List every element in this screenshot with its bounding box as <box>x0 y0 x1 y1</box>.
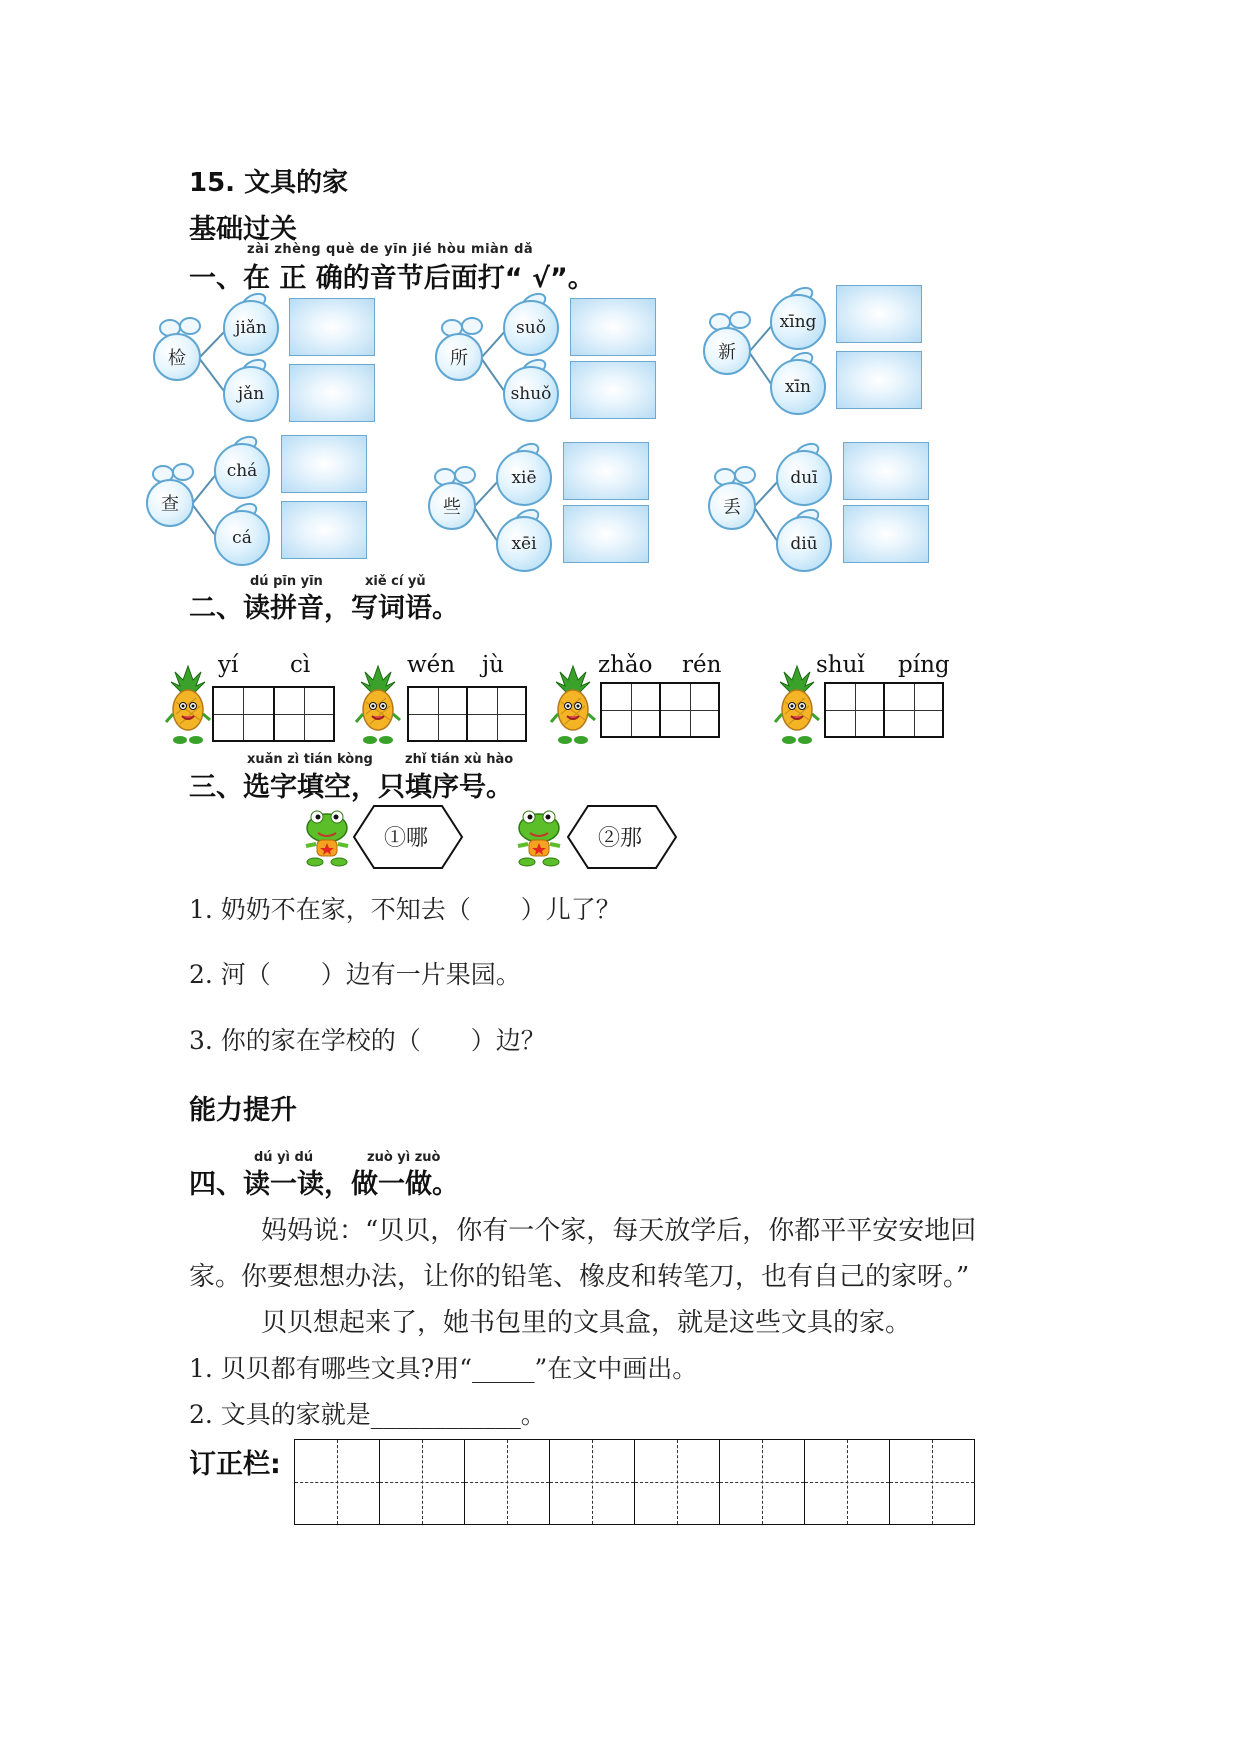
apple-syllable <box>214 443 270 499</box>
apple-syllable <box>770 359 826 415</box>
syllable-text: xiē <box>511 468 537 488</box>
q4-item-1: 1. 贝贝都有哪些文具?用“_____”在文中画出。 <box>189 1354 698 1383</box>
correction-cell[interactable] <box>380 1440 465 1524</box>
answer-box[interactable] <box>570 298 656 356</box>
write-cell[interactable] <box>409 688 468 740</box>
apple-syllable <box>496 450 552 506</box>
correction-cell[interactable] <box>295 1440 380 1524</box>
passage-line-1: 妈妈说：“贝贝，你有一个家，每天放学后，你都平平安安地回 <box>261 1216 977 1246</box>
correction-cell[interactable] <box>805 1440 890 1524</box>
answer-box[interactable] <box>836 285 922 343</box>
syllable-text: shuǒ <box>510 384 552 404</box>
apple-syllable <box>503 366 559 422</box>
apple-syllable <box>214 510 270 566</box>
write-cell[interactable] <box>885 684 942 736</box>
pineapple-icon <box>772 664 822 746</box>
answer-box[interactable] <box>843 505 929 563</box>
write-cell[interactable] <box>602 684 661 736</box>
pineapple-icon <box>163 664 213 746</box>
answer-box[interactable] <box>563 505 649 563</box>
syllable-text: suǒ <box>516 318 546 338</box>
pinyin-syllable: wén <box>407 652 456 678</box>
q3-item-2: 2. 河（ ）边有一片果园。 <box>189 960 521 989</box>
answer-box[interactable] <box>843 442 929 500</box>
write-cell[interactable] <box>275 688 334 740</box>
q1-heading: 一、在 正 确的音节后面打“ √”。 <box>189 263 595 294</box>
apple-syllable <box>770 294 826 350</box>
syllable-text: jǎn <box>237 384 265 404</box>
q2-pinyin-b: xiě cí yǔ <box>365 574 426 589</box>
mouse-ear-icon <box>734 466 756 484</box>
tian-grid[interactable] <box>212 686 335 742</box>
hanzi-char: 些 <box>443 497 461 518</box>
tian-grid[interactable] <box>600 682 720 738</box>
apple-syllable <box>223 366 279 422</box>
pineapple-icon <box>353 664 403 746</box>
q3-item-1: 1. 奶奶不在家，不知去（ ）儿了？ <box>189 895 621 924</box>
write-cell[interactable] <box>468 688 525 740</box>
correction-cell[interactable] <box>635 1440 720 1524</box>
q3-pinyin-b: zhǐ tián xù hào <box>405 752 514 767</box>
q2-pinyin-a: dú pīn yīn <box>250 574 323 589</box>
apple-syllable <box>776 450 832 506</box>
apple-syllable <box>223 300 279 356</box>
syllable-text: xēi <box>511 534 537 554</box>
passage-line-2: 家。你要想想办法，让你的铅笔、橡皮和转笔刀，也有自己的家呀。” <box>189 1262 970 1292</box>
correction-label: 订正栏: <box>189 1449 281 1480</box>
answer-box[interactable] <box>570 361 656 419</box>
mouse-character-icon <box>153 333 201 381</box>
mouse-ear-icon <box>461 317 483 335</box>
passage-line-3: 贝贝想起来了，她书包里的文具盒，就是这些文具的家。 <box>261 1308 912 1338</box>
q3-item-3: 3. 你的家在学校的（ ）边？ <box>189 1026 546 1055</box>
tian-grid[interactable] <box>824 682 944 738</box>
option-2-label: ②那 <box>598 826 643 851</box>
correction-cell[interactable] <box>720 1440 805 1524</box>
syllable-text: duī <box>790 468 818 488</box>
correction-grid[interactable] <box>294 1439 975 1525</box>
hanzi-char: 丢 <box>723 497 741 518</box>
answer-box[interactable] <box>281 501 367 559</box>
syllable-text: cá <box>232 528 252 548</box>
frog-icon <box>512 806 566 868</box>
q4-pinyin-a: dú yì dú <box>254 1150 314 1165</box>
answer-box[interactable] <box>289 298 375 356</box>
q3-heading: 三、选字填空，只填序号。 <box>189 772 513 803</box>
answer-box[interactable] <box>281 435 367 493</box>
pinyin-syllable: yí <box>218 652 239 678</box>
apple-syllable <box>496 516 552 572</box>
pinyin-syllable: rén <box>682 652 722 678</box>
pinyin-syllable: shuǐ <box>816 652 865 678</box>
correction-cell[interactable] <box>550 1440 635 1524</box>
mouse-character-icon <box>708 482 756 530</box>
correction-cell[interactable] <box>890 1440 974 1524</box>
mouse-character-icon <box>428 482 476 530</box>
syllable-text: diū <box>790 534 818 554</box>
q3-pinyin-a: xuǎn zì tián kòng <box>247 752 373 767</box>
write-cell[interactable] <box>826 684 885 736</box>
apple-syllable <box>503 300 559 356</box>
syllable-text: xīng <box>779 312 817 332</box>
section-basic: 基础过关 <box>189 214 297 245</box>
write-cell[interactable] <box>214 688 275 740</box>
answer-box[interactable] <box>836 351 922 409</box>
mouse-ear-icon <box>729 311 751 329</box>
hanzi-char: 新 <box>718 342 736 363</box>
q2-heading: 二、读拼音，写词语。 <box>189 593 459 624</box>
mouse-ear-icon <box>179 317 201 335</box>
syllable-text: jiǎn <box>235 318 267 338</box>
q4-pinyin-b: zuò yì zuò <box>367 1150 441 1165</box>
q4-item-2: 2. 文具的家就是____________。 <box>189 1400 546 1429</box>
tian-grid[interactable] <box>407 686 527 742</box>
pinyin-syllable: zhǎo <box>598 652 653 678</box>
mouse-character-icon <box>703 327 751 375</box>
syllable-text: chá <box>226 461 258 481</box>
mouse-ear-icon <box>454 466 476 484</box>
page-title: 15. 文具的家 <box>189 168 349 198</box>
hanzi-char: 检 <box>168 348 186 369</box>
section-advanced: 能力提升 <box>189 1095 297 1126</box>
apple-syllable <box>776 516 832 572</box>
write-cell[interactable] <box>661 684 718 736</box>
answer-box[interactable] <box>563 442 649 500</box>
mouse-ear-icon <box>172 463 194 481</box>
correction-cell[interactable] <box>465 1440 550 1524</box>
pinyin-syllable: jù <box>482 652 504 678</box>
mouse-character-icon <box>435 333 483 381</box>
answer-box[interactable] <box>289 364 375 422</box>
hanzi-char: 所 <box>450 348 468 369</box>
mouse-character-icon <box>146 479 194 527</box>
hanzi-char: 查 <box>161 494 179 515</box>
syllable-text: xīn <box>785 377 811 397</box>
q1-pinyin: zài zhèng què de yīn jié hòu miàn dǎ <box>247 242 534 257</box>
pineapple-icon <box>548 664 598 746</box>
pinyin-syllable: cì <box>290 652 311 678</box>
q4-heading: 四、读一读，做一做。 <box>189 1169 459 1200</box>
frog-icon <box>300 806 354 868</box>
pinyin-syllable: píng <box>898 652 950 678</box>
option-1-label: ①哪 <box>384 826 429 851</box>
